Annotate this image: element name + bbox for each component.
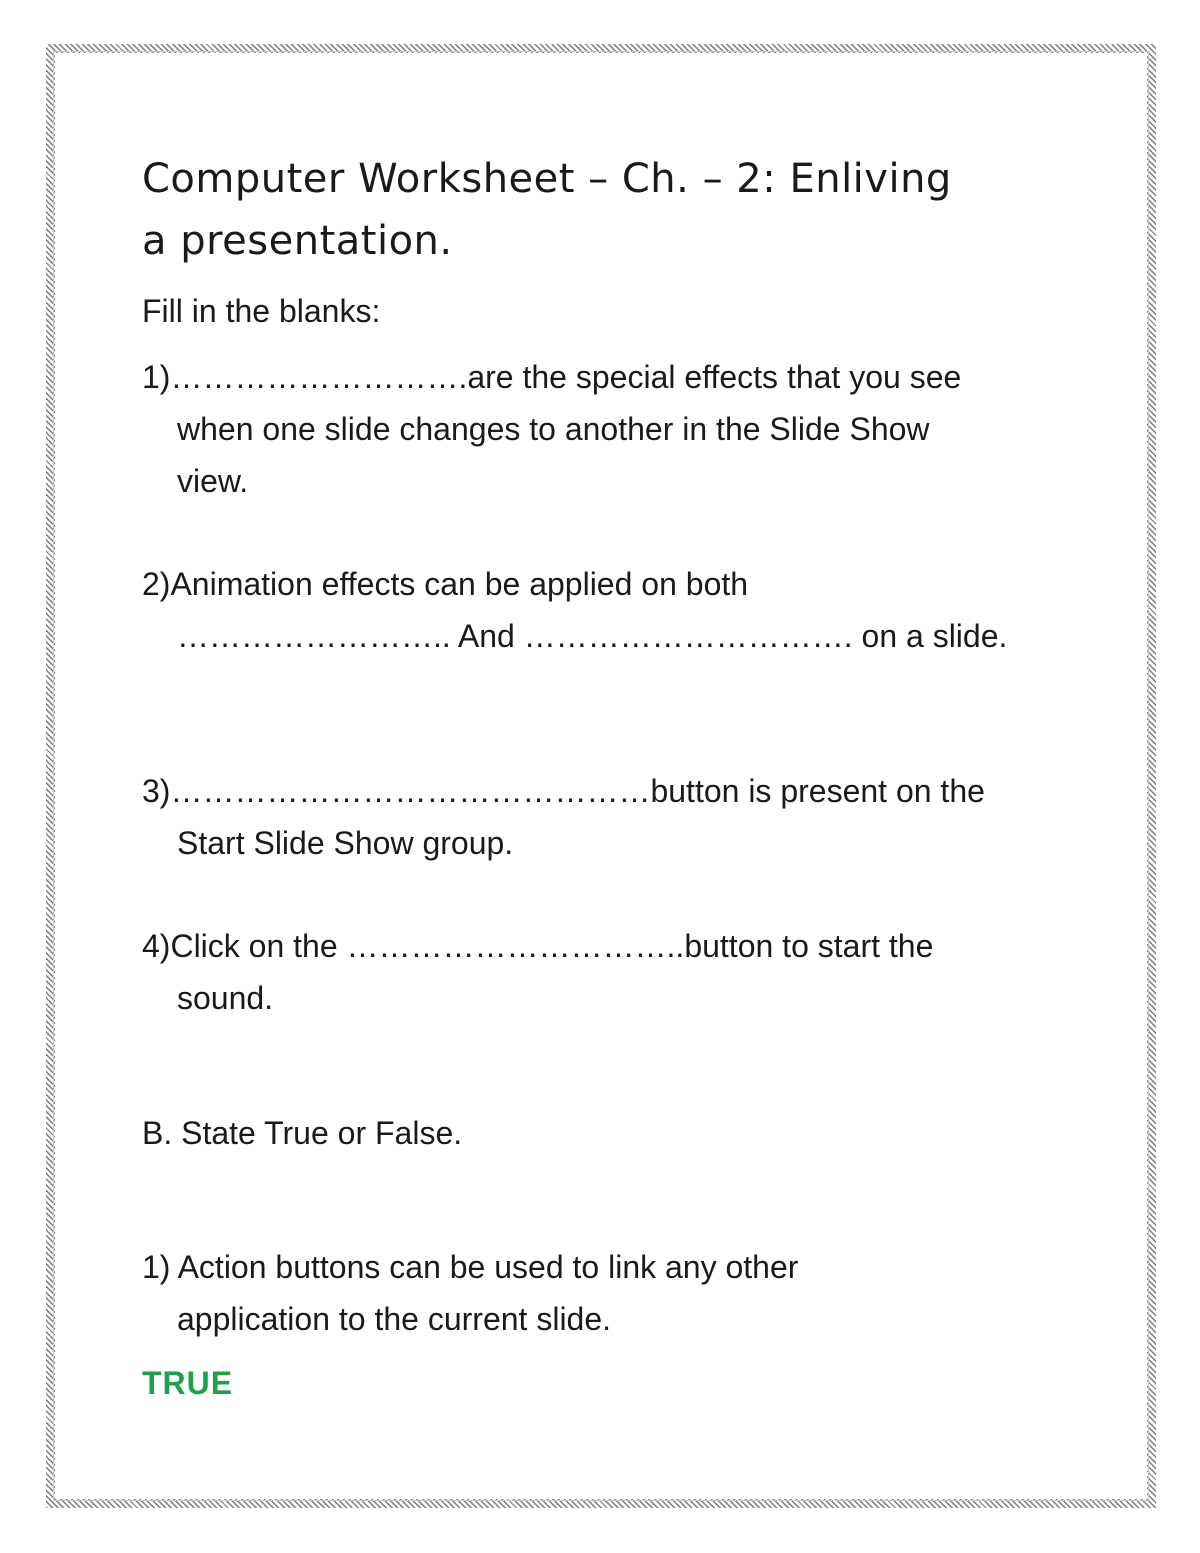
title-line-1: Computer Worksheet – Ch. – 2: Enliving	[142, 156, 952, 202]
tf-question-1-line-2: application to the current slide.	[177, 1301, 612, 1337]
question-1-line-1: 1)……………………….are the special effects that you see	[142, 359, 962, 395]
section-b-heading: B. State True or False.	[142, 1115, 463, 1151]
question-2-line-1: 2)Animation effects can be applied on both	[142, 566, 749, 602]
title-line-2: a presentation.	[142, 218, 453, 264]
worksheet-title	[142, 148, 1042, 272]
question-3-line-1: 3)………………………………………button is present on the	[142, 773, 985, 809]
question-2-line-2: …………………….. And …………………………. on a slide.	[177, 618, 1008, 654]
question-1-line-2: when one slide changes to another in the Slide Show	[177, 411, 930, 447]
worksheet-content	[142, 148, 1042, 272]
section-a-heading: Fill in the blanks:	[142, 293, 381, 329]
tf-question-1-answer: TRUE	[142, 1365, 234, 1401]
question-3-line-2: Start Slide Show group.	[177, 825, 514, 861]
question-4-line-2: sound.	[177, 980, 274, 1016]
tf-question-1-line-1: 1) Action buttons can be used to link any other	[142, 1249, 799, 1285]
question-1-line-3: view.	[177, 463, 249, 499]
question-4-line-1: 4)Click on the …………………………..button to start the	[142, 928, 934, 964]
